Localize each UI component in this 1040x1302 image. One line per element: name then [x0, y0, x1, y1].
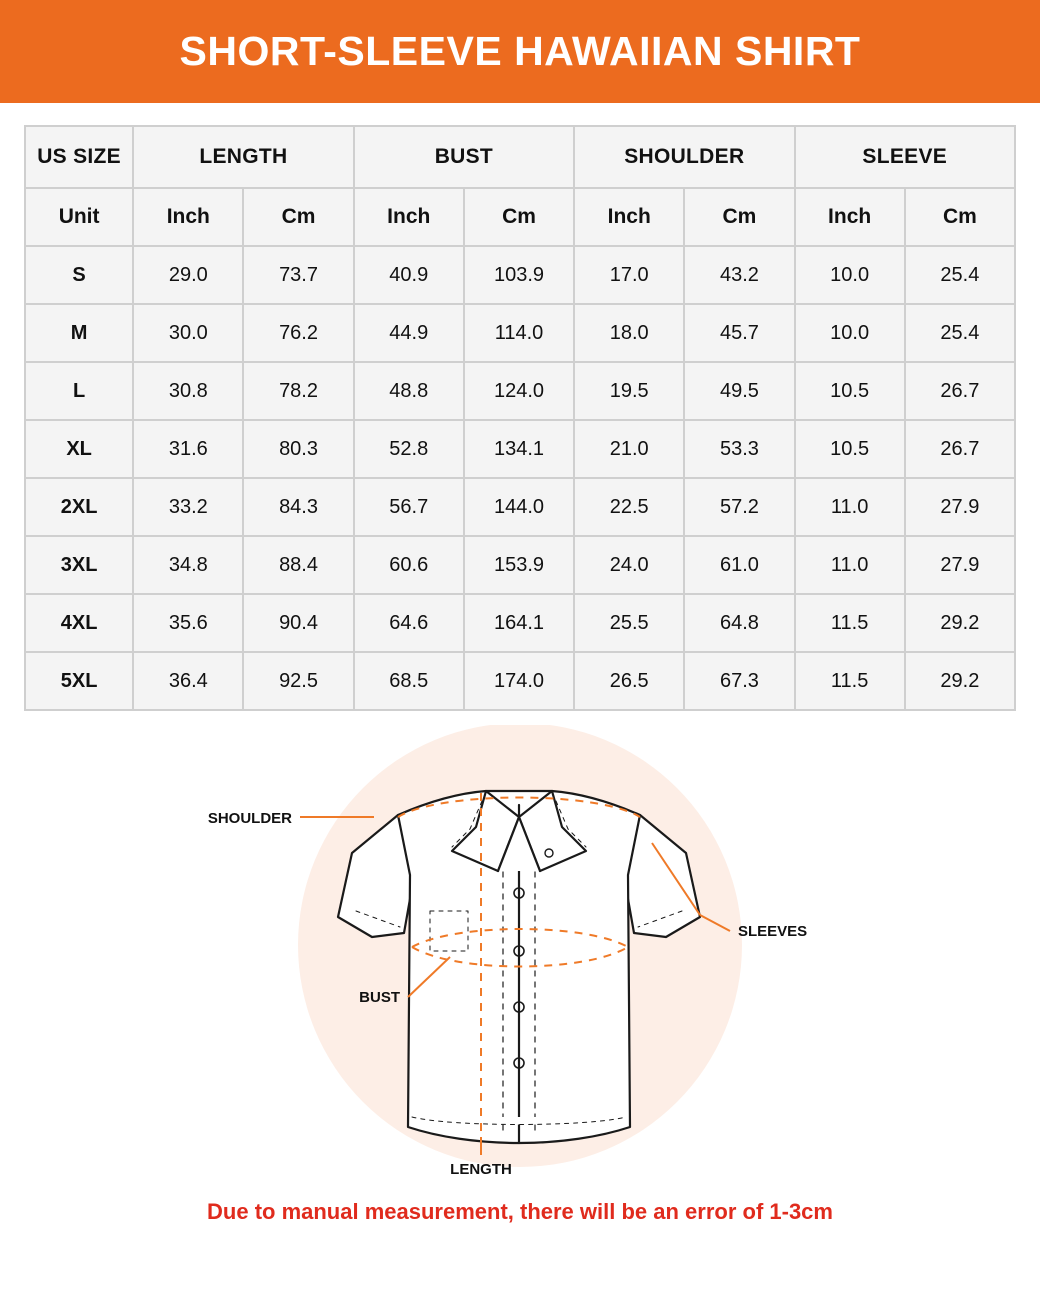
cell-bust-cm: 134.1 [464, 420, 574, 478]
table-row [25, 246, 1015, 304]
row-size: 2XL [25, 478, 133, 536]
cell-length-inch: 29.0 [133, 246, 243, 304]
cell-shoulder-inch: 24.0 [574, 536, 684, 594]
cell-bust-cm: 144.0 [464, 478, 574, 536]
table-row [25, 594, 1015, 652]
cell-length-cm: 84.3 [243, 478, 353, 536]
unit-length-cm: Cm [243, 188, 353, 246]
cell-sleeve-inch: 10.0 [795, 246, 905, 304]
cell-length-cm: 73.7 [243, 246, 353, 304]
unit-length-inch: Inch [133, 188, 243, 246]
cell-length-cm: 76.2 [243, 304, 353, 362]
cell-length-inch: 36.4 [133, 652, 243, 710]
cell-length-cm: 92.5 [243, 652, 353, 710]
cell-bust-cm: 164.1 [464, 594, 574, 652]
cell-shoulder-cm: 64.8 [684, 594, 794, 652]
cell-shoulder-cm: 53.3 [684, 420, 794, 478]
table-row [25, 652, 1015, 710]
table-group-header-row [25, 126, 1015, 188]
cell-bust-cm: 103.9 [464, 246, 574, 304]
cell-length-inch: 31.6 [133, 420, 243, 478]
cell-sleeve-inch: 10.5 [795, 420, 905, 478]
cell-bust-inch: 56.7 [354, 478, 464, 536]
unit-shoulder-inch: Inch [574, 188, 684, 246]
column-header-bust: BUST [354, 126, 574, 188]
table-row [25, 304, 1015, 362]
cell-sleeve-cm: 25.4 [905, 246, 1015, 304]
row-size: M [25, 304, 133, 362]
size-table-container [0, 103, 1040, 711]
cell-length-inch: 33.2 [133, 478, 243, 536]
cell-shoulder-cm: 49.5 [684, 362, 794, 420]
cell-bust-cm: 124.0 [464, 362, 574, 420]
cell-length-inch: 34.8 [133, 536, 243, 594]
unit-shoulder-cm: Cm [684, 188, 794, 246]
cell-sleeve-cm: 29.2 [905, 652, 1015, 710]
cell-bust-cm: 174.0 [464, 652, 574, 710]
size-table [24, 125, 1016, 711]
cell-sleeve-inch: 11.5 [795, 594, 905, 652]
label-length: LENGTH [450, 1161, 512, 1178]
cell-shoulder-inch: 21.0 [574, 420, 684, 478]
cell-bust-inch: 64.6 [354, 594, 464, 652]
cell-length-cm: 80.3 [243, 420, 353, 478]
cell-bust-inch: 40.9 [354, 246, 464, 304]
cell-sleeve-inch: 11.5 [795, 652, 905, 710]
row-size: 3XL [25, 536, 133, 594]
cell-length-inch: 30.8 [133, 362, 243, 420]
cell-bust-cm: 114.0 [464, 304, 574, 362]
cell-bust-inch: 52.8 [354, 420, 464, 478]
cell-shoulder-inch: 19.5 [574, 362, 684, 420]
label-bust: BUST [359, 989, 400, 1006]
table-row [25, 478, 1015, 536]
cell-sleeve-inch: 11.0 [795, 478, 905, 536]
cell-shoulder-cm: 61.0 [684, 536, 794, 594]
cell-shoulder-inch: 17.0 [574, 246, 684, 304]
column-header-sleeve: SLEEVE [795, 126, 1015, 188]
cell-length-cm: 78.2 [243, 362, 353, 420]
cell-shoulder-cm: 45.7 [684, 304, 794, 362]
unit-label: Unit [25, 188, 133, 246]
column-header-length: LENGTH [133, 126, 353, 188]
cell-sleeve-inch: 10.5 [795, 362, 905, 420]
table-row [25, 420, 1015, 478]
row-size: 5XL [25, 652, 133, 710]
page-header [0, 0, 1040, 103]
table-row [25, 362, 1015, 420]
measurement-diagram [0, 725, 1040, 1195]
column-header-shoulder: SHOULDER [574, 126, 794, 188]
page-title: SHORT-SLEEVE HAWAIIAN SHIRT [179, 28, 861, 74]
cell-length-inch: 30.0 [133, 304, 243, 362]
cell-shoulder-inch: 25.5 [574, 594, 684, 652]
cell-shoulder-cm: 67.3 [684, 652, 794, 710]
cell-shoulder-inch: 18.0 [574, 304, 684, 362]
label-shoulder: SHOULDER [207, 810, 292, 827]
row-size: S [25, 246, 133, 304]
table-row [25, 536, 1015, 594]
row-size: XL [25, 420, 133, 478]
cell-sleeve-cm: 27.9 [905, 478, 1015, 536]
cell-sleeve-cm: 29.2 [905, 594, 1015, 652]
cell-bust-cm: 153.9 [464, 536, 574, 594]
unit-bust-cm: Cm [464, 188, 574, 246]
cell-shoulder-inch: 22.5 [574, 478, 684, 536]
unit-bust-inch: Inch [354, 188, 464, 246]
cell-length-inch: 35.6 [133, 594, 243, 652]
unit-sleeve-inch: Inch [795, 188, 905, 246]
label-sleeves: SLEEVES [738, 923, 808, 940]
row-size: L [25, 362, 133, 420]
measurement-note: Due to manual measurement, there will be an error of 1-3cm [207, 1199, 833, 1224]
cell-shoulder-cm: 43.2 [684, 246, 794, 304]
column-header-us-size: US SIZE [25, 126, 133, 188]
cell-length-cm: 88.4 [243, 536, 353, 594]
cell-shoulder-cm: 57.2 [684, 478, 794, 536]
cell-bust-inch: 60.6 [354, 536, 464, 594]
unit-sleeve-cm: Cm [905, 188, 1015, 246]
cell-sleeve-inch: 10.0 [795, 304, 905, 362]
cell-sleeve-cm: 26.7 [905, 362, 1015, 420]
cell-sleeve-cm: 26.7 [905, 420, 1015, 478]
cell-sleeve-cm: 27.9 [905, 536, 1015, 594]
cell-bust-inch: 68.5 [354, 652, 464, 710]
cell-sleeve-inch: 11.0 [795, 536, 905, 594]
cell-shoulder-inch: 26.5 [574, 652, 684, 710]
cell-length-cm: 90.4 [243, 594, 353, 652]
cell-sleeve-cm: 25.4 [905, 304, 1015, 362]
cell-bust-inch: 44.9 [354, 304, 464, 362]
table-unit-row [25, 188, 1015, 246]
row-size: 4XL [25, 594, 133, 652]
cell-bust-inch: 48.8 [354, 362, 464, 420]
